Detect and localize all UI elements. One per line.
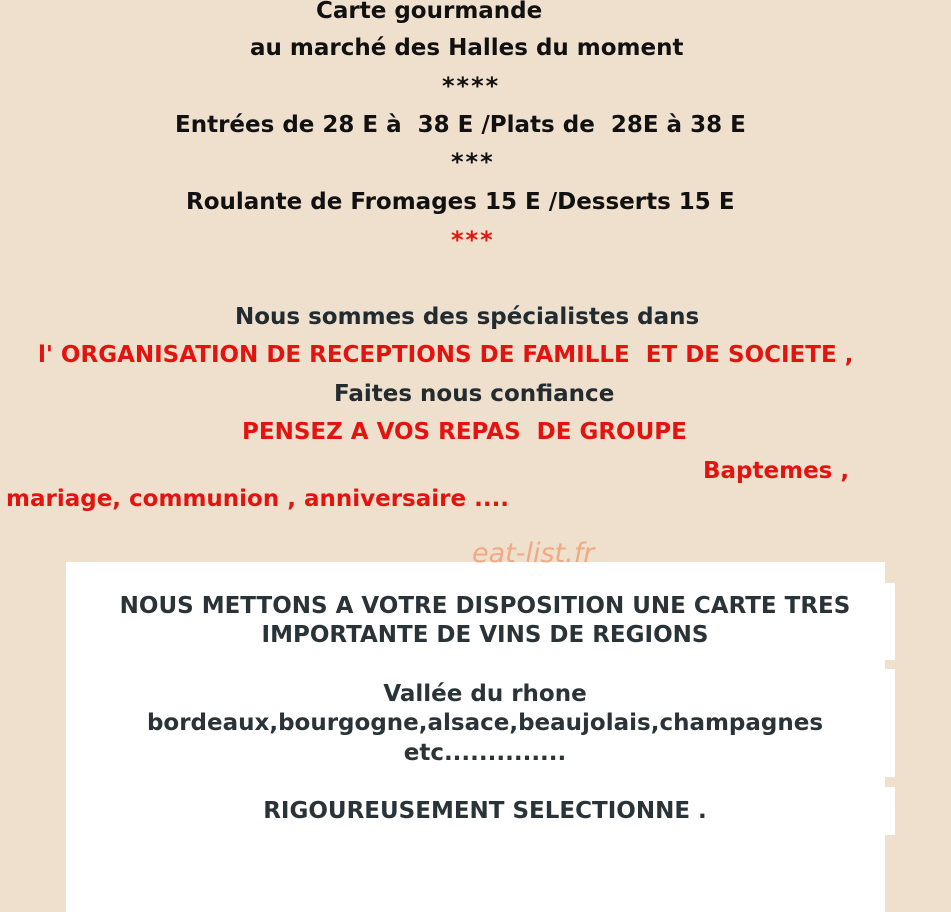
separator-stars: *** (451, 148, 495, 176)
watermark: eat-list.fr (472, 538, 595, 569)
promo-baptemes: Baptemes , (703, 458, 850, 484)
promo-receptions: l' ORGANISATION DE RECEPTIONS DE FAMILLE ET DE SOCIETE , (38, 342, 854, 368)
wine-selection: RIGOUREUSEMENT SELECTIONNE . (263, 798, 707, 824)
wine-line-2: IMPORTANTE DE VINS DE REGIONS (261, 622, 709, 648)
promo-events: mariage, communion , anniversaire .... (6, 486, 510, 512)
wine-regions: bordeaux,bourgogne,alsace,beaujolais,champagnes (146, 710, 824, 736)
wine-line-3: Vallée du rhone (383, 681, 587, 707)
menu-subtitle: au marché des Halles du moment (250, 35, 684, 61)
promo-confiance: Faites nous confiance (334, 381, 615, 407)
menu-prices-fromages-desserts: Roulante de Fromages 15 E /Desserts 15 E (186, 189, 735, 215)
menu-prices-entrees-plats: Entrées de 28 E à 38 E /Plats de 28E à 38 E (175, 112, 746, 138)
separator-stars: *** (451, 226, 495, 254)
wine-line-1: NOUS METTONS A VOTRE DISPOSITION UNE CARTE TRES (119, 593, 851, 619)
separator-stars: **** (442, 72, 501, 100)
wine-etc: etc.............. (403, 740, 567, 766)
promo-specialists: Nous sommes des spécialistes dans (235, 304, 700, 330)
menu-title: Carte gourmande (316, 0, 543, 24)
promo-groupe: PENSEZ A VOS REPAS DE GROUPE (242, 419, 687, 445)
